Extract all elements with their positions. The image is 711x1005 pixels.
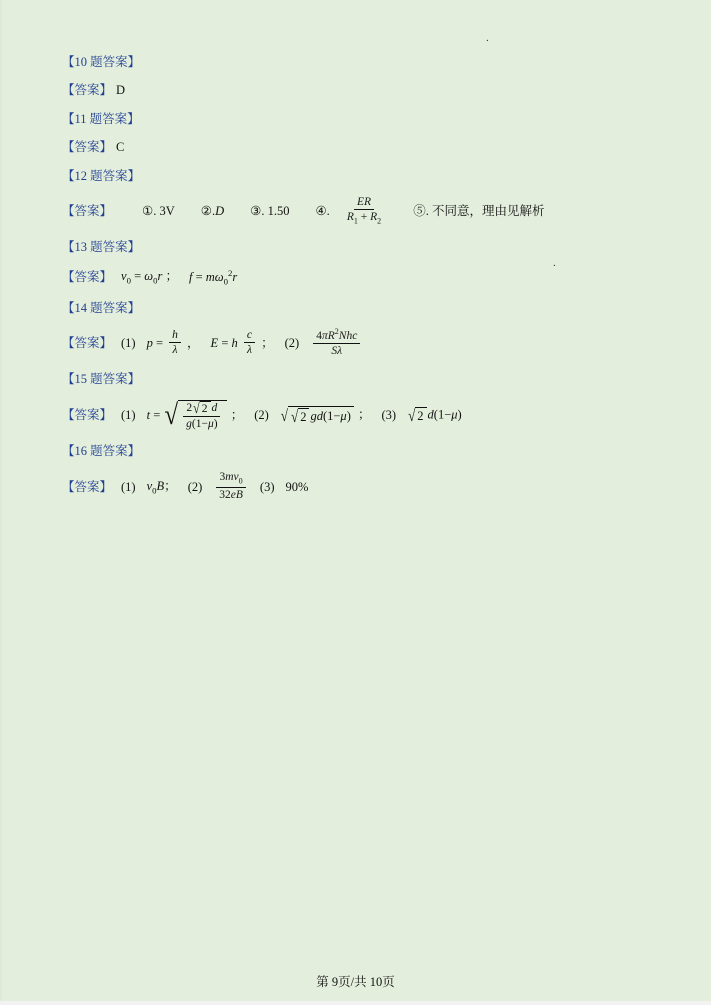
answer-row-q11 (62, 140, 652, 156)
answer-row-q10 (62, 83, 652, 99)
heading-q16: 【16 题答案】 (62, 444, 141, 459)
answer-q15-num1: (1) (121, 407, 136, 422)
answer-q16-num1: (1) (121, 479, 136, 494)
answer-label: 【答案】 (62, 270, 113, 285)
answer-q16-num3: (3) (259, 479, 275, 494)
answer-q12-part2-prefix: ②. (200, 204, 216, 219)
answer-label: 【答案】 (62, 204, 113, 219)
answer-row-q16 (62, 472, 652, 502)
stray-mark-top: . (486, 32, 489, 44)
answer-q12-part4-prefix: ④. (315, 204, 330, 219)
sqrt-symbol: √ 2 (193, 401, 210, 415)
answer-row-q14 (62, 326, 652, 359)
formula-sqrt2-d-1-minus-mu: √ 2 d(1−μ) (408, 406, 462, 425)
answer-q12-part3: ③. 1.50 (250, 204, 290, 219)
answer-label: 【答案】 (62, 407, 113, 422)
stray-mark-right: . (553, 257, 556, 269)
fraction-c-over-lambda: $\frac{c}{\lambda}$ (244, 329, 255, 357)
heading-q12: 【12 题答案】 (62, 169, 141, 183)
formula-E-equals-h-c-over-lambda: E = h $\frac{c}{\lambda}$ ； (210, 328, 274, 357)
answer-q12-part2-value: D (215, 204, 225, 219)
answer-q14-num2: (2) (284, 335, 300, 350)
answer-q16-num2: (2) (187, 479, 203, 494)
fraction-3mv0-over-32eB: $\frac{3mv_0}{32eB}$ (216, 471, 246, 501)
formula-v0-equals-omega0-r: $v_0 = \omega_0r$ ； (121, 269, 178, 286)
answer-label: 【答案】 (62, 479, 113, 494)
page-footer: 第 9页/共 10页 (316, 975, 395, 989)
answer-row-q13 (62, 268, 652, 288)
answer-row-q12 (62, 197, 652, 227)
heading-q10: 【10 题答案】 (62, 55, 141, 69)
answer-value-q10: D (116, 83, 126, 98)
sqrt-symbol: √ √ 2 gd (1− μ ) (281, 406, 354, 426)
answer-q15-num3: (3) (381, 407, 397, 422)
answer-q15-num2: (2) (254, 407, 269, 422)
heading-q15: 【15 题答案】 (62, 371, 141, 386)
heading-q13: 【13 题答案】 (62, 240, 141, 255)
heading-q14: 【14 题答案】 (62, 300, 141, 315)
formula-v0B: $v_0B$； (146, 478, 177, 496)
fraction-4piR2Nhc-over-S-lambda: $\frac{4\pi R^2Nhc}{S\lambda}$ (313, 328, 360, 358)
answers-content (62, 55, 652, 516)
fraction-2sqrt2d-over-g-1-minus-mu: 2 √ 2 d g(1−μ) (183, 401, 220, 431)
answer-q12-part5: ⑤. 不同意，理由见解析 (413, 204, 545, 219)
formula-t-equals-sqrt-frac: t = √ 2 √ 2 d g(1−μ) ； (146, 399, 244, 432)
answer-value-q11: C (116, 140, 125, 155)
answer-row-q15 (62, 400, 652, 432)
sqrt-symbol: √ 2 (408, 407, 426, 425)
answer-label: 【答案】 (62, 83, 113, 98)
answer-q16-percent: 90% (285, 479, 309, 494)
answer-label: 【答案】 (62, 140, 113, 155)
fraction-h-over-lambda: $\frac{h}{\lambda}$ (169, 329, 181, 357)
page-edge-bottom (0, 1001, 711, 1005)
page-edge-left (0, 0, 2, 1005)
sqrt-symbol: √ 2 √ 2 d g(1−μ) (164, 400, 226, 432)
sqrt-symbol: √ 2 (291, 408, 309, 426)
answer-q12-part1: ①. 3V (142, 204, 175, 219)
formula-f-equals-m-omega0-squared-r: $f = m\omega_0^2r$ (188, 268, 238, 288)
fraction-ER-over-R1-plus-R2: $\frac{ER}{R_1 + R_2}$ (346, 196, 382, 226)
heading-q11: 【11 题答案】 (62, 112, 140, 126)
answer-label: 【答案】 (62, 335, 113, 350)
formula-p-equals-h-over-lambda: p = $\frac{h}{\lambda}$ ， (146, 328, 200, 357)
answer-q14-num1: (1) (121, 335, 136, 350)
formula-sqrt-sqrt2gd-1-minus-mu: √ √ 2 gd (1− μ ) ； (280, 406, 371, 426)
